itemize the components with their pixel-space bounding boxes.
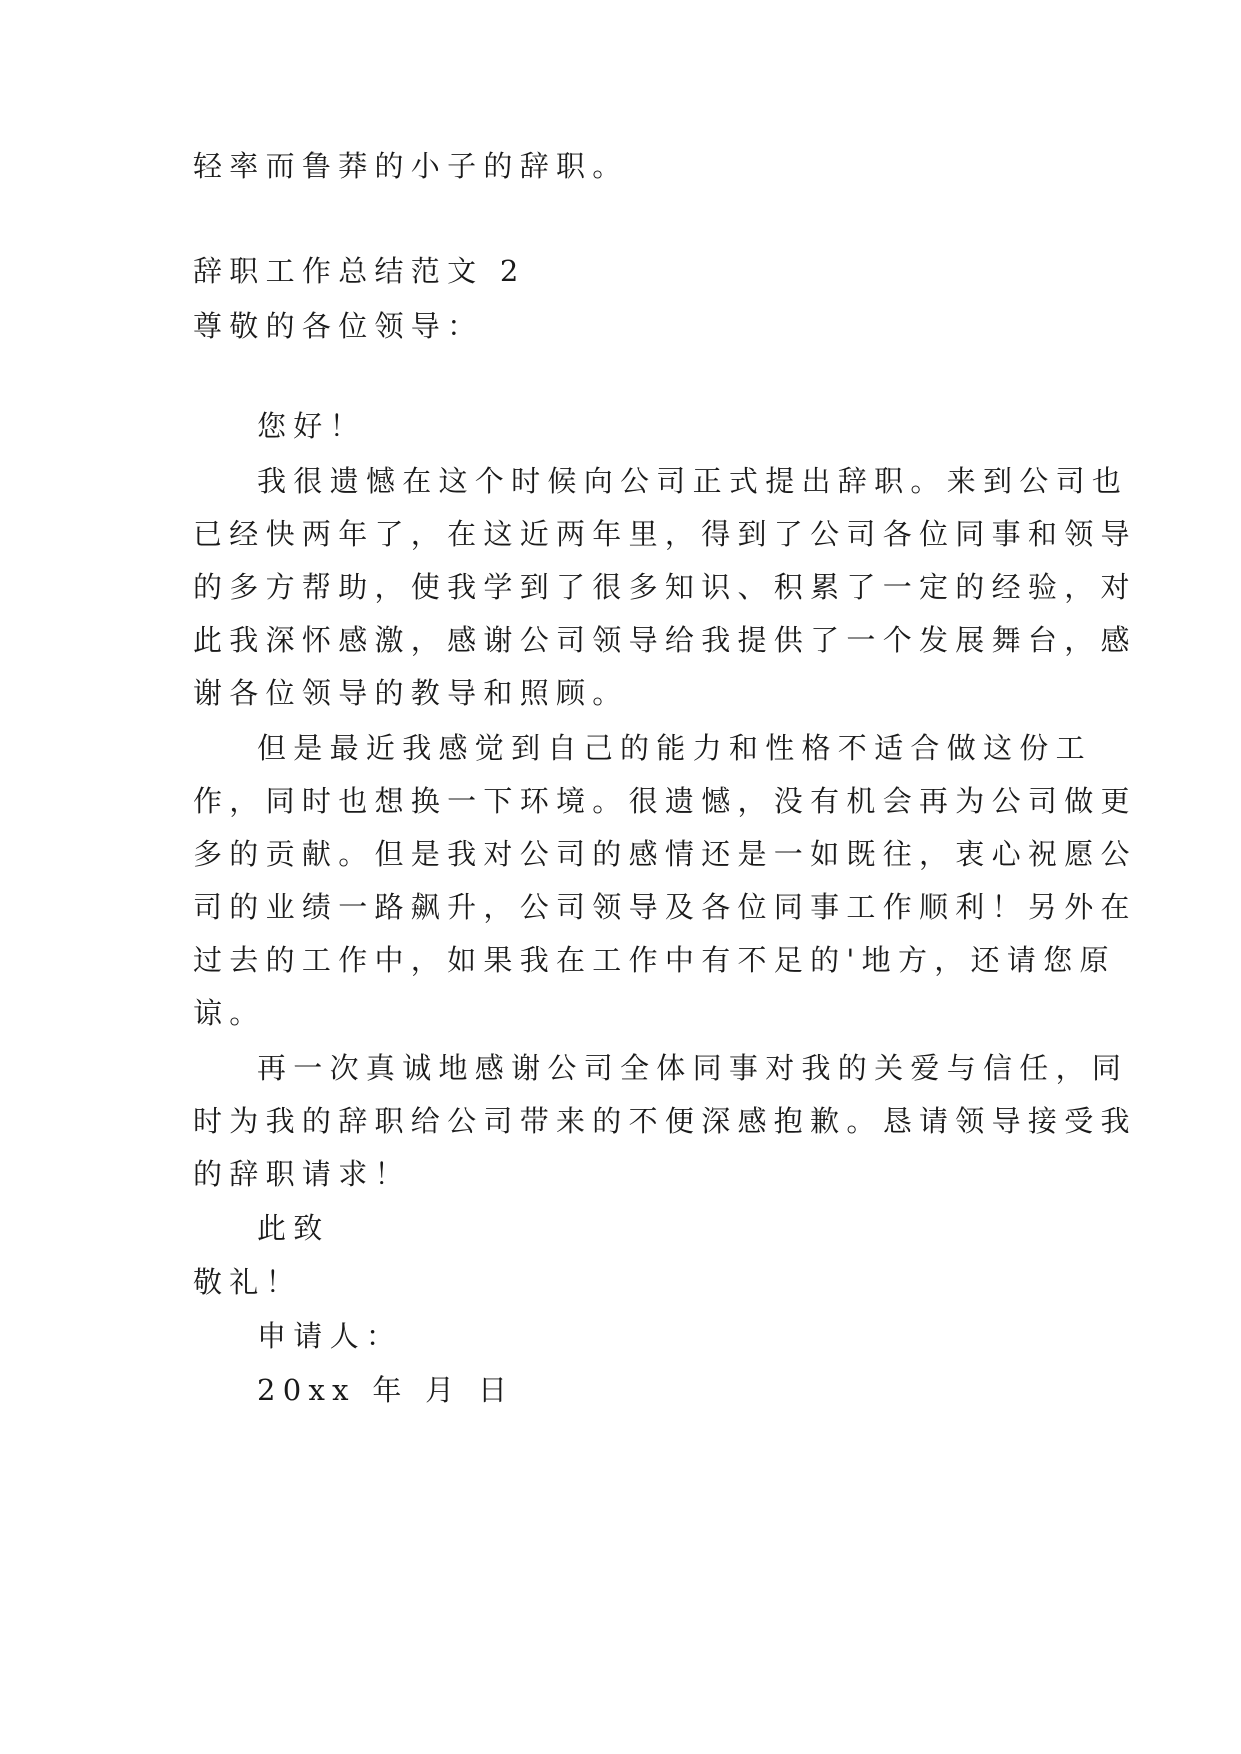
paragraph-line: 我很遗憾在这个时候向公司正式提出辞职。来到公司也: [257, 464, 1129, 498]
section-heading: 辞职工作总结范文 2: [193, 254, 526, 288]
applicant-label: 申请人：: [257, 1319, 403, 1353]
paragraph-line: 已经快两年了，在这近两年里，得到了公司各位同事和领导: [193, 517, 1137, 551]
paragraph-line: 谅。: [193, 996, 266, 1030]
greeting: 您好！: [257, 409, 366, 443]
paragraph-line: 此我深怀感激，感谢公司领导给我提供了一个发展舞台，感: [193, 623, 1137, 657]
closing-salute: 敬礼！: [193, 1265, 302, 1299]
salutation: 尊敬的各位领导：: [193, 309, 484, 343]
paragraph-line: 多的贡献。但是我对公司的感情还是一如既往，衷心祝愿公: [193, 837, 1137, 871]
paragraph-line: 司的业绩一路飙升，公司领导及各位同事工作顺利！另外在: [193, 890, 1137, 924]
paragraph-line: 作，同时也想换一下环境。很遗憾，没有机会再为公司做更: [193, 784, 1137, 818]
paragraph-line: 轻率而鲁莽的小子的辞职。: [193, 149, 629, 183]
paragraph-line: 时为我的辞职给公司带来的不便深感抱歉。恳请领导接受我: [193, 1104, 1137, 1138]
closing-line: 此致: [257, 1211, 330, 1245]
paragraph-line: 谢各位领导的教导和照顾。: [193, 676, 629, 710]
paragraph-line: 的多方帮助，使我学到了很多知识、积累了一定的经验，对: [193, 570, 1137, 604]
paragraph-line: 再一次真诚地感谢公司全体同事对我的关爱与信任，同: [257, 1051, 1129, 1085]
date-line: 20xx 年 月 日: [257, 1373, 515, 1407]
paragraph-line: 过去的工作中，如果我在工作中有不足的'地方，还请您原: [193, 943, 1116, 977]
paragraph-line: 但是最近我感觉到自己的能力和性格不适合做这份工: [257, 731, 1092, 765]
paragraph-line: 的辞职请求！: [193, 1157, 411, 1191]
